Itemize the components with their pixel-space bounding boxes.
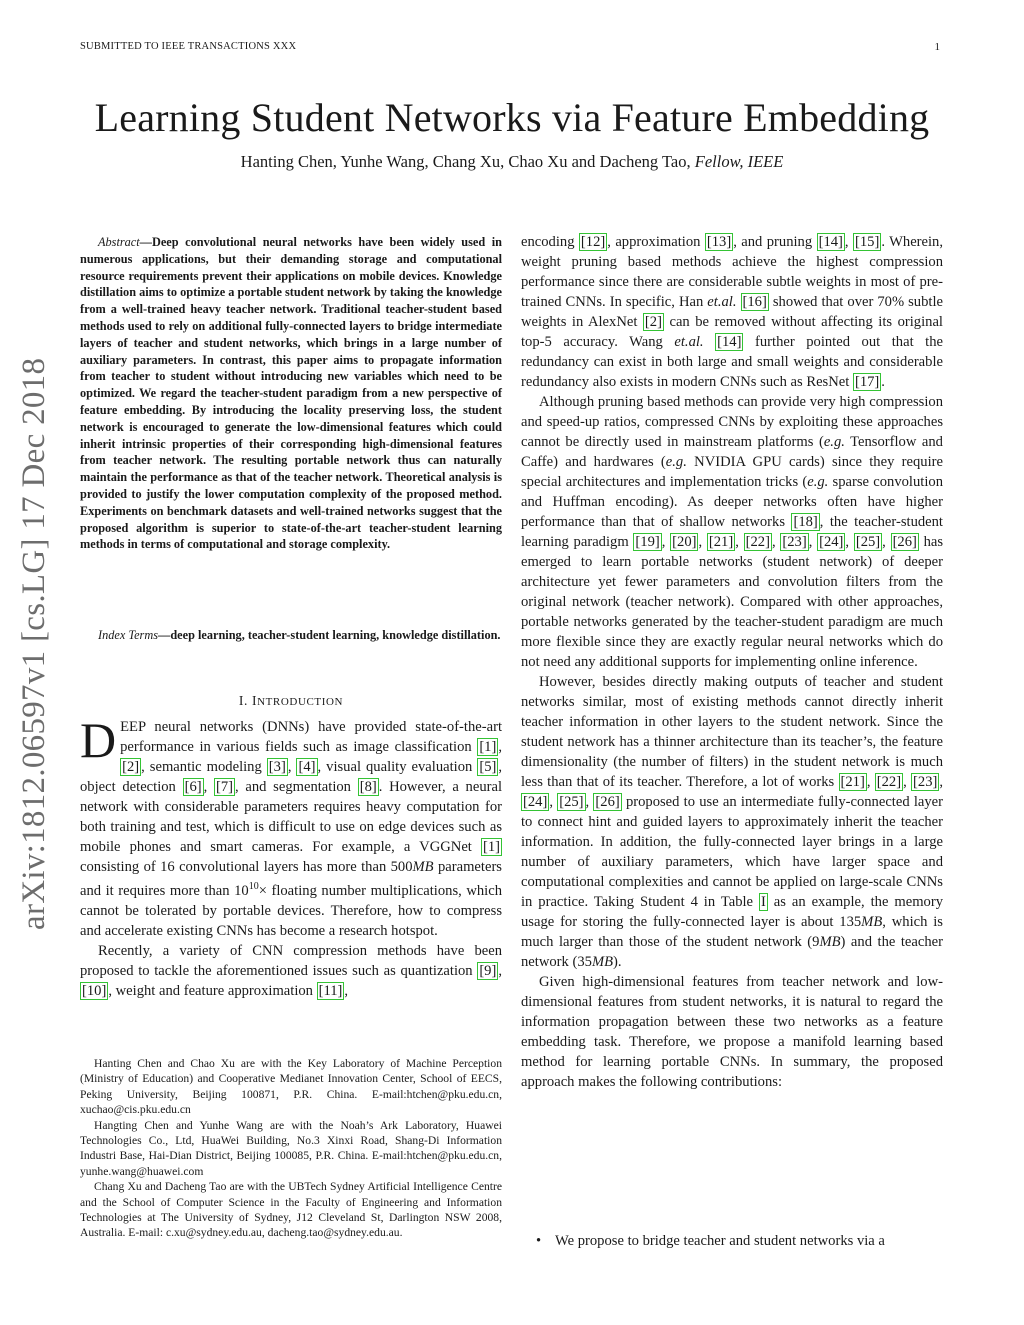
footnotes <box>80 1056 502 1241</box>
text-run: . Wherein, weight pruning based methods achieve the highest compression performance since there are considerable subtle weights in most of pre-trained CNNs. In specific, Han <box>521 234 944 310</box>
body-paragraph: Given high-dimensional features from teacher network and low-dimensional features from student networks, it is natural to regard the information propagation between these two networks as a feature embedding task. Therefore, we propose a manifold learning based method for learning portable CNNs. In summary, the proposed approach makes the following contributions: <box>521 974 943 1090</box>
text-run: Although pruning based methods can provide very high compression and speed-up ratios, compressed CNNs by exploiting these approaches cannot be directly used in mainstream platforms ( <box>521 394 943 450</box>
text-run: consisting of 16 convolutional layers has more than 500 <box>80 859 413 875</box>
citation-link[interactable]: [16] <box>742 294 767 310</box>
text-run: can be removed without affecting its original top-5 accuracy. Wang <box>521 314 943 350</box>
citation-link[interactable]: [25] <box>559 794 584 810</box>
text-run: proposed to use an intermediate fully-connected layer to connect hint and guided layers to approximately inherit the teacher information. In addition, the fully-connected layer brings in a large number of auxiliary parameters, which have larger space and computational complexities and cannot be applied on large-scale CNNs in practice. Taking Student 4 in Table <box>521 794 944 910</box>
text-run: However, besides directly making outputs of teacher and student networks similar, most of existing methods cannot directly inherit teacher information in other layers to the student network. Since the student network has a thinner architecture than its teacher’s, the feature dimensionality (the number of filters) in the student network is much less than that of its teacher. Therefore, a lot of works <box>521 674 943 790</box>
citation-link[interactable]: [10] <box>82 982 107 999</box>
citation-link[interactable]: [21] <box>840 774 865 790</box>
table-reference-link[interactable]: I <box>760 894 766 910</box>
index-terms-label: Index Terms <box>98 628 159 642</box>
citation-link[interactable]: [22] <box>876 774 902 790</box>
abstract-label: Abstract <box>98 235 140 249</box>
text-run: et.al. <box>707 294 737 310</box>
text-run: et.al. <box>674 334 704 350</box>
citation-link[interactable]: [14] <box>818 234 843 250</box>
exponent: 10 <box>248 881 259 892</box>
citation-link[interactable]: [20] <box>672 534 697 550</box>
text-run: encoding <box>521 234 579 250</box>
citation-link[interactable]: [1] <box>482 839 500 855</box>
page-number: 1 <box>934 41 940 53</box>
intro-paragraph: DEEP neural networks (DNNs) have provided state-of-the-art performance in various fields such as image classification [1] , [2] , semantic modeling [3] , [4] , visual quality evaluation [5] , object detection [6] , [7] , and segmentation [8] . However, a neural network with considerable parameters requires heavy computation for both training and test, which is difficult to use on edge devices such as mobile phones and smart cameras. For example, a VGGNet [1] consisting of 16 convolutional layers has more than 500MB parameters and it requires more than $10^{10}\times$ floating number multiplications, which cannot be tolerated by portable devices. Therefore, how to compress and accelerate existing CNNs has become a research hotspot. <box>80 712 503 939</box>
abstract-text: —Deep convolutional neural networks have been widely used in numerous applications, but their demanding storage and computational resource requirements prevent their applications on mobile devices. Knowledge distillation aims to optimize a portable student network by taking the knowledge from a well-trained heavy teacher network. Traditional teacher-student based methods used to rely on additional fully-connected layers to bridge intermediate layers of teacher and student networks, which brings in a large number of auxiliary parameters. In contrast, this paper aims to propagate information from teacher to student without introducing new variables which need to be optimized. We regard the teacher-student paradigm from a new perspective of feature embedding. By introducing the locality preserving loss, the student network is encouraged to generate the low-dimensional features which could inherit intrinsic properties of their corresponding high-dimensional features from teacher network. The resulting portable network thus can naturally maintain the performance as that of the teacher network. Theoretical analysis is provided to justify the lower computation complexity of the proposed method. Experiments on benchmark datasets and well-trained networks suggest that the proposed algorithm is superior to state-of-the-art teacher-student learning methods in terms of computational and storage complexity. <box>80 235 502 552</box>
citation-link[interactable]: [3] <box>268 759 286 775</box>
citation-link[interactable]: [18] <box>793 514 818 530</box>
citation-link[interactable]: [24] <box>523 794 548 810</box>
index-terms-text: —deep learning, teacher-student learning, knowledge distillation. <box>158 628 501 642</box>
text-run: e.g. <box>823 434 845 450</box>
footnote: Chang Xu and Dacheng Tao are with the UBTech Sydney Artificial Intelligence Centre and the School of Computer Science in the Faculty of Engineering and Information Technologies at The University of Sydney, J12 Cleveland St, Darlington NSW 2008, Australia. E-mail: c.xu@sydney.edu.au, dacheng.tao@sydney.edu.au. <box>80 1180 502 1240</box>
citation-link[interactable]: [6] <box>184 779 202 795</box>
text-run: Recently, a variety of CNN compression methods have been proposed to tackle the aforementioned issues such as quantization <box>80 942 502 979</box>
text-run: , and segmentation <box>235 779 358 795</box>
citation-link[interactable]: [19] <box>635 534 660 550</box>
footnote: Hanting Chen and Chao Xu are with the Key Laboratory of Machine Perception (Ministry of Education) and Cooperative Medianet Innovation Center, School of EECS, Peking University, Beijing 100871, P.R. China. E-mail:htchen@pku.edu.cn, xuchao@cis.pku.edu.cn <box>80 1057 502 1116</box>
text-run: sparse convolution and Huffman encoding). As deeper networks often have higher performance than that of shallow networks <box>521 474 943 530</box>
text-run: , approximation <box>607 234 705 250</box>
arxiv-stamp: arXiv:1812.06597v1 [cs.LG] 17 Dec 2018 <box>16 357 52 930</box>
citation-link[interactable]: [23] <box>782 534 807 550</box>
text-run: . However, a neural network with considerable parameters requires heavy computation for both training and test, which is difficult to use on edge devices such as mobile phones and smart cameras. For example, a VGGNet <box>80 779 503 855</box>
citation-link[interactable]: [2] <box>644 314 662 330</box>
text-run: , visual quality evaluation <box>317 759 478 775</box>
body-paragraph <box>521 232 943 392</box>
text-run: ). <box>613 954 622 970</box>
paper-title: Learning Student Networks via Feature Embedding <box>94 95 930 140</box>
citation-link[interactable]: [5] <box>479 759 497 775</box>
citation-link[interactable]: [26] <box>595 794 620 810</box>
author-affiliation-title: Fellow, IEEE <box>694 152 784 171</box>
citation-link[interactable]: [26] <box>892 534 917 550</box>
citation-link[interactable]: [1] <box>479 739 497 755</box>
body-paragraph: Although pruning based methods can provide very high compression and speed-up ratios, compressed CNNs by exploiting these approaches cannot be directly used in mainstream platforms (e.g. Tensorflow and Caffe) and hardwares (e.g. NVIDIA GPU cards) since they require special architectures and implementation tricks (e.g. sparse convolution and Huffman encoding). As deeper networks often have higher performance than that of shallow networks [18] , the teacher-student learning paradigm [19] , [20] , [21] , [22] , [23] , [24] , [25] , [26] has emerged to learn portable networks (student network) of deeper architecture yet fewer parameters and convolution filters from the original network (teacher network). Compared with other approaches, portable networks generated by the teacher-student paradigm are much more flexible since they are exactly regular neural networks which do not need any additional supports for implementing online inference. <box>521 394 944 670</box>
bullet-icon: • <box>536 1233 542 1249</box>
text-run: , which is much larger than those of the student network (9 <box>521 914 943 950</box>
section-title-rest: NTRODUCTION <box>257 696 344 708</box>
index-terms <box>80 627 502 644</box>
text-run: , object detection <box>80 759 503 795</box>
text-run: NVIDIA GPU cards) since they require special architectures and implementation tricks ( <box>521 454 943 490</box>
text-run: parameters and it requires more than 10 <box>80 859 502 899</box>
citation-link[interactable]: [23] <box>913 774 938 790</box>
intro-text <box>80 712 503 1001</box>
text-run: × floating number multiplications, which cannot be tolerated by portable devices. Therefore, how to compress and accelerate existing CNNs has become a research hotspot. <box>80 882 502 939</box>
citation-link[interactable]: [25] <box>855 534 881 550</box>
citation-link[interactable]: [11] <box>318 982 343 999</box>
text-run: , <box>344 982 349 999</box>
text-run: , weight and feature approximation <box>108 982 317 999</box>
citation-link[interactable]: [8] <box>359 779 377 795</box>
author-list <box>0 152 1024 172</box>
dropcap: D <box>80 712 117 768</box>
right-column-text <box>521 232 943 1092</box>
citation-link[interactable]: [7] <box>215 779 234 795</box>
text-run: EEP neural networks (DNNs) have provided state-of-the-art performance in various fields such as image classification <box>120 719 502 755</box>
text-run: e.g. <box>807 474 829 490</box>
running-header: SUBMITTED TO IEEE TRANSACTIONS XXX <box>80 41 297 52</box>
section-heading <box>80 693 502 709</box>
unit: MB <box>861 914 883 930</box>
text-run: e.g. <box>665 454 687 470</box>
text-run: ) and the teacher network (35 <box>521 934 943 970</box>
citation-link[interactable]: [17] <box>854 374 880 390</box>
text-run: , and pruning <box>733 234 817 250</box>
unit: MB <box>591 954 614 970</box>
text-run: has emerged to learn portable networks (student network) of deeper architecture yet fewer parameters and convolution filters from the original network (teacher network). Compared with other approaches, portable networks generated by the teacher-student paradigm are much more flexible since they are exactly regular neural networks which do not need any additional supports for implementing online inference. <box>521 534 944 670</box>
citation-link[interactable]: [4] <box>298 759 316 775</box>
footnote: Hangting Chen and Yunhe Wang are with the Noah’s Ark Laboratory, Huawei Technologies Co., Ltd, HuaWei Building, No.3 Xinxi Road, Shang-Di Information Industri Base, Hai-Dian District, Beijing 100085, P.R. China. E-mail:htchen@pku.edu.cn, yunhe.wang@huawei.com <box>80 1118 502 1178</box>
citation-link[interactable]: [14] <box>717 334 742 350</box>
intro-paragraph: Recently, a variety of CNN compression methods have been proposed to tackle the aforementioned issues such as quantization [9] , [10] , weight and feature approximation [11] , <box>80 942 502 999</box>
text-run: Tensorflow and Caffe) and hardwares ( <box>521 434 943 470</box>
unit: MB <box>412 859 434 875</box>
text-run: showed that over 70% subtle weights in AlexNet <box>521 294 943 330</box>
text-run: as an example, the memory usage for storing the fully-connected layer is about 135 <box>521 894 943 930</box>
author-names: Hanting Chen, Yunhe Wang, Chang Xu, Chao Xu and Dacheng Tao, <box>240 152 691 171</box>
citation-link[interactable]: [22] <box>745 534 770 550</box>
citation-link[interactable]: [9] <box>479 962 497 979</box>
body-paragraph: However, besides directly making outputs of teacher and student networks similar, most of existing methods cannot directly inherit teacher information in other layers to the student network. Since the student network has a thinner architecture than its teacher’s, the feature dimensionality (the number of filters) in the student network is much less than that of its teacher. Therefore, a lot of works [21] , [22] , [23] , [24] , [25] , [26] proposed to use an intermediate fully-connected layer to connect hint and guided layers to approximately inherit the teacher information. In addition, the fully-connected layer brings in a large number of auxiliary parameters, which have larger space and computational complexities and cannot be applied on large-scale CNNs in practice. Taking Student 4 in Table I as an example, the memory usage for storing the fully-connected layer is about 135MB, which is much larger than those of the student network (9MB) and the teacher network (35MB). <box>521 674 944 970</box>
text-run: , <box>844 234 853 250</box>
text-run: further pointed out that the redundancy can exist in both large and small weights and considerable redundancy also exists in modern CNNs such as ResNet <box>521 334 943 390</box>
citation-link[interactable]: [15] <box>854 234 880 250</box>
unit: MB <box>819 934 841 950</box>
contribution-item: We propose to bridge teacher and student networks via a <box>555 1233 885 1249</box>
citation-link[interactable]: [12] <box>580 234 606 250</box>
section-title-initial: I <box>251 693 258 708</box>
citation-link[interactable]: [13] <box>706 234 732 250</box>
text-run: , the teacher-student learning paradigm <box>521 514 943 550</box>
text-run: , semantic modeling <box>141 759 267 775</box>
section-number: I. <box>238 693 248 708</box>
text-run: . <box>881 374 885 390</box>
abstract <box>80 234 502 553</box>
citation-link[interactable]: [21] <box>708 534 734 550</box>
citation-link[interactable]: [2] <box>122 759 140 775</box>
citation-link[interactable]: [24] <box>819 534 844 550</box>
